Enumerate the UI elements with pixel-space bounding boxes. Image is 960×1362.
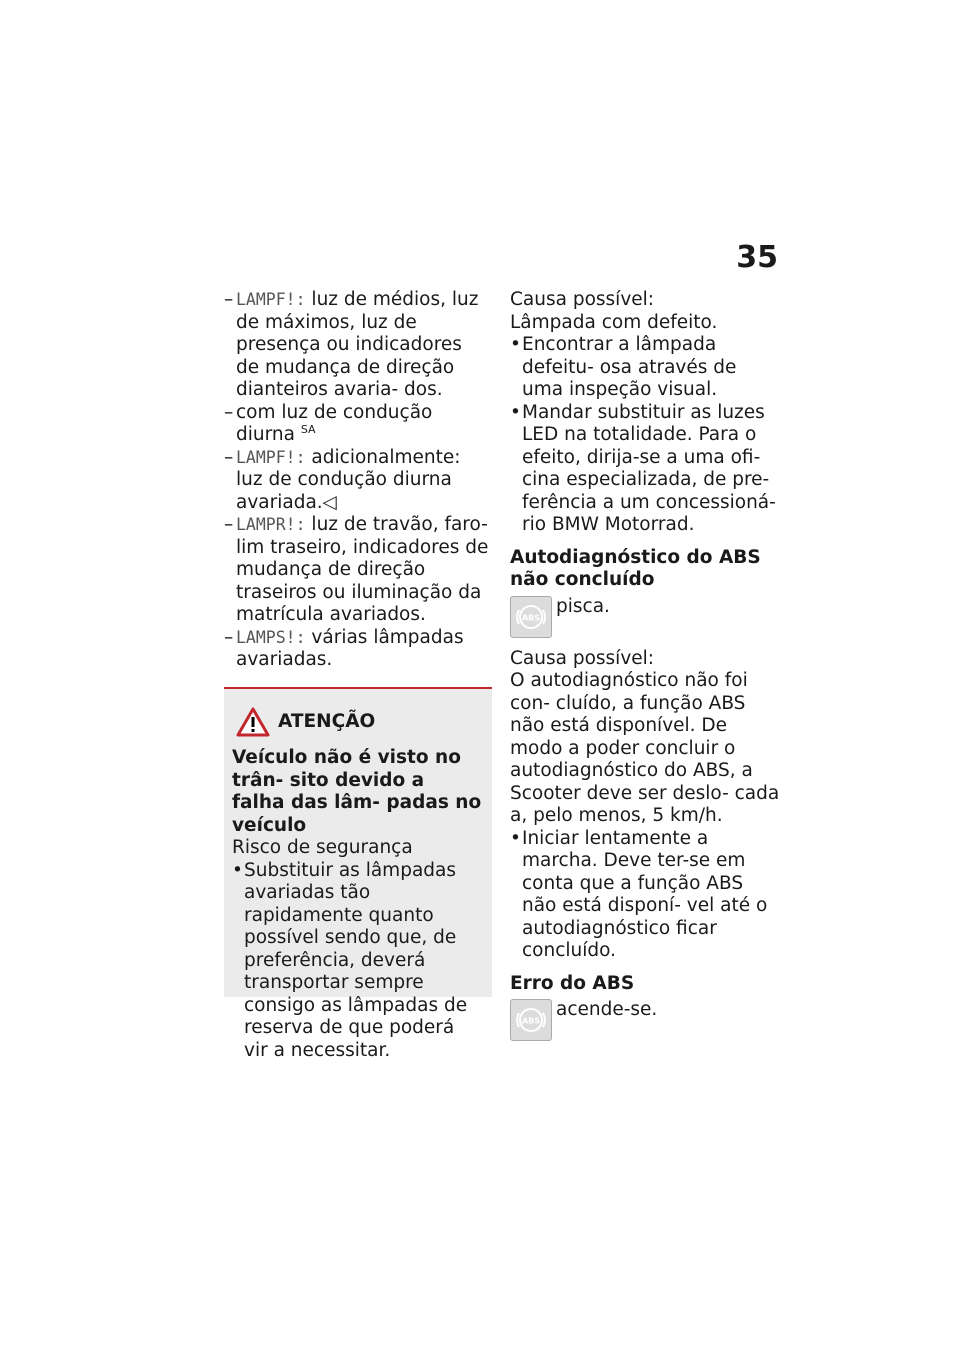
list-item: – com luz de condução diurna $^{SA}$ [224,401,433,445]
warning-title: ATENÇÃO [278,710,376,732]
warning-triangle-icon [236,707,270,737]
abs-warning-icon [510,596,552,638]
list-item: – LAMPF!: adicionalmente: luz de condução diurna avariada.◁ [224,446,461,513]
section-heading-abs-error: Erro do ABS [510,972,635,994]
page-number: 35 [736,240,778,275]
warning-header [236,707,482,737]
list-item: – LAMPR!: luz de travão, faro- lim traseiro, indicadores de mudança de direção traseiros ou iluminação da matrícula avariados. [224,514,489,625]
abs-warning-icon [510,999,552,1041]
cause-label: Causa possível: [510,647,655,669]
fault-code: LAMPS!: [236,627,306,647]
svg-text:ABS: ABS [521,613,541,622]
warning-risk: Risco de segurança [232,837,413,858]
section-heading-abs-selftest: Autodiagnóstico do ABS não concluído [510,546,761,590]
left-column [224,289,490,672]
svg-text:ABS: ABS [521,1016,541,1026]
list-item: • Encontrar a lâmpada defeitu- osa através de uma inspeção visual. [510,334,737,400]
warning-bullet: • Substituir as lâmpadas avariadas tão rapidamente quanto possível sendo que, de preferência, deverá transportar sempre consigo as lâmpadas de reserva de que poderá vir a necessitar. [232,859,468,1061]
fault-code: LAMPF!: [236,447,306,467]
warning-subtitle: Veículo não é visto no trân- sito devido a falha das lâm- padas no veículo [232,747,482,836]
list-item: – LAMPS!: várias lâmpadas avariadas. [224,626,464,670]
fault-code: LAMPR!: [236,515,306,534]
fault-code: LAMPF!: [236,290,306,309]
list-item: • Mandar substituir as luzes LED na totalidade. Para o efeito, dirija-se a uma ofi- cina especializada, de pre- ferência a um concessioná- rio BMW Motorrad. [510,401,776,535]
indicator-state: acende-se. [556,999,658,1020]
indicator-row [510,999,780,1041]
indicator-row [510,596,780,638]
list-item: • Iniciar lentamente a marcha. Deve ter-se em conta que a função ABS não está disponí- vel até o autodiagnóstico ficar concluído. [510,827,768,961]
right-column [510,289,780,1041]
cause-text: O autodiagnóstico não foi con- cluído, a função ABS não está disponível. De modo a poder concluir o autodiagnóstico do ABS, a Scooter deve ser deslo- cada a, pelo menos, 5 km/h. [510,670,780,826]
warning-box [224,687,492,1061]
indicator-state: pisca. [556,595,610,617]
list-item: – LAMPF!: luz de médios, luz de máximos, luz de presença ou indicadores de mudança de direção dianteiros avaria- dos. [224,289,479,400]
cause-label: Causa possível: [510,289,655,310]
option-marker: SA [300,423,316,436]
cause-text: Lâmpada com defeito. [510,311,718,333]
